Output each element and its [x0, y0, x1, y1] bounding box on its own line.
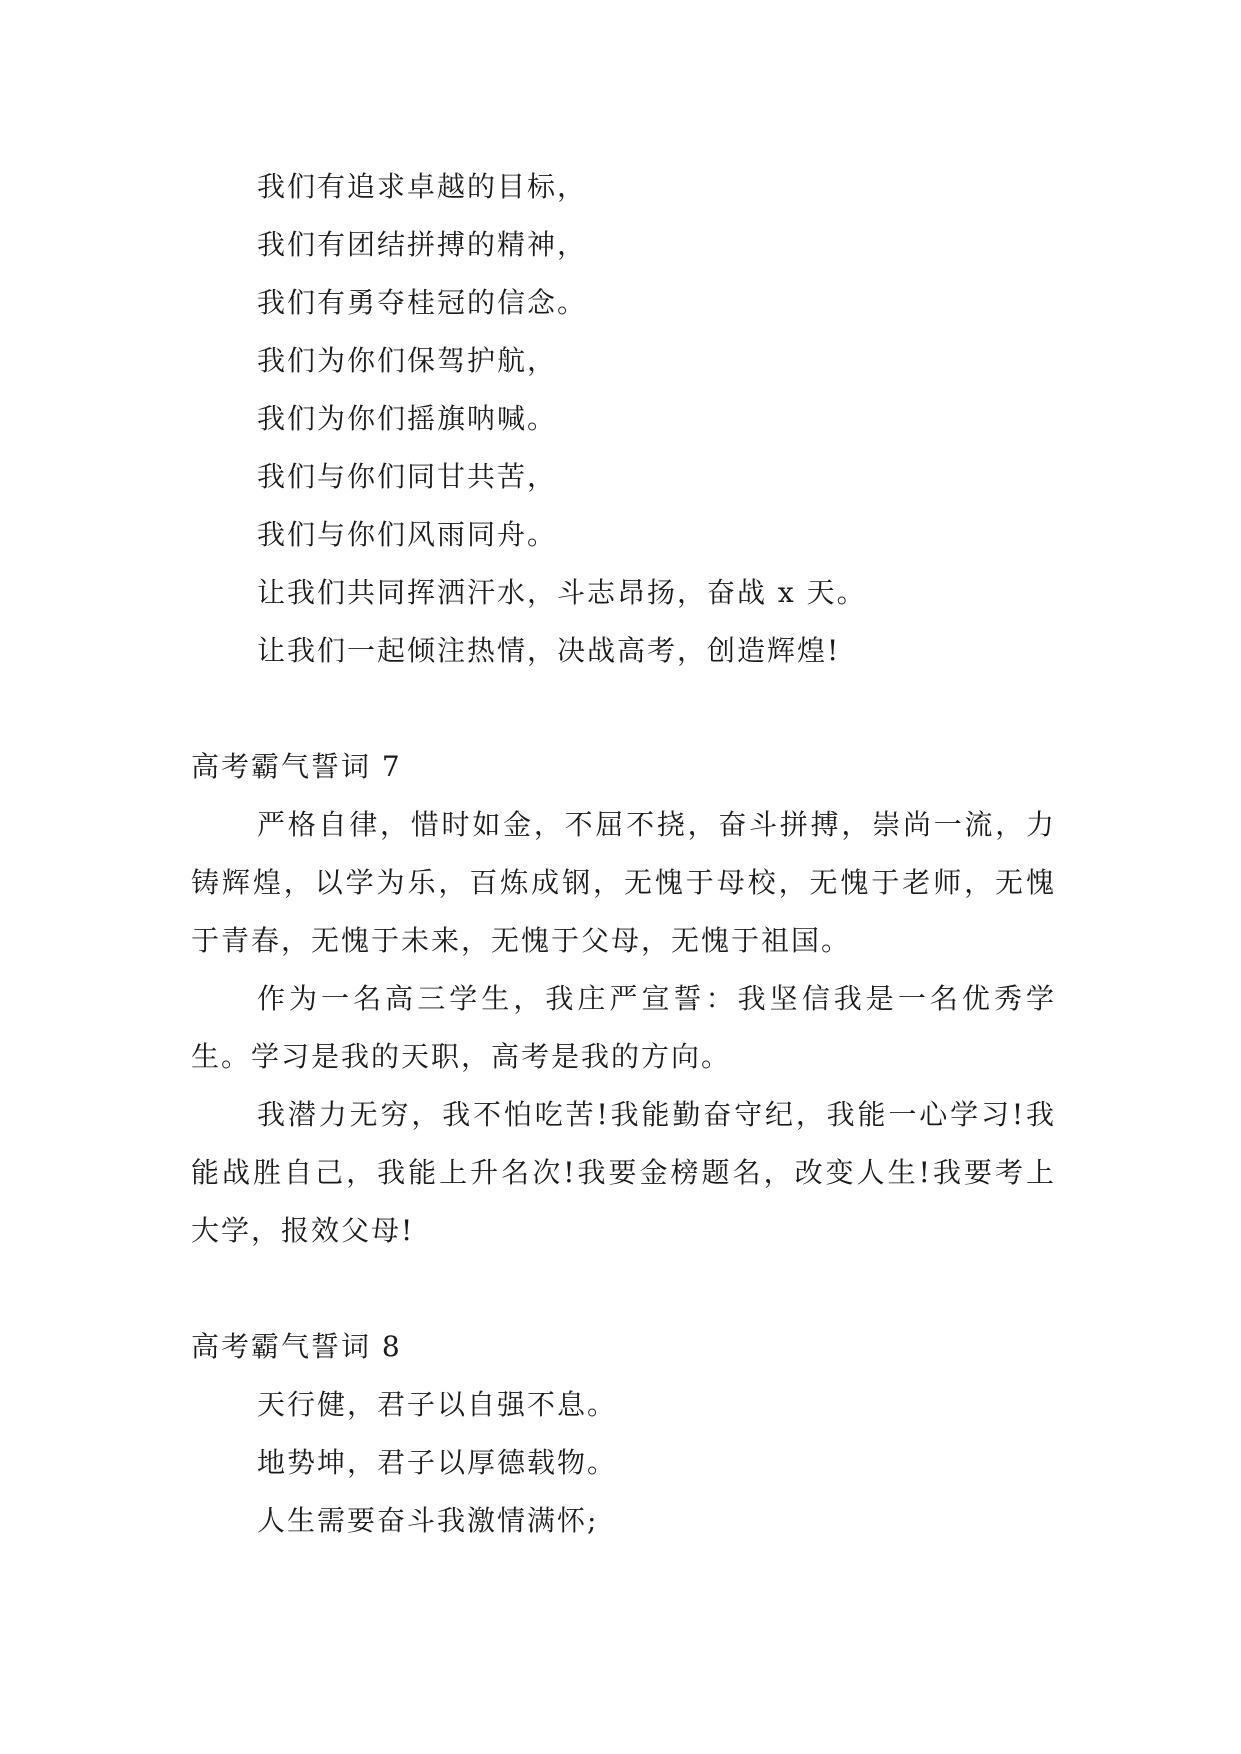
section-8-heading: 高考霸气誓词 8: [191, 1330, 402, 1363]
poem-line: 我们与你们同甘共苦，: [257, 460, 558, 493]
poem-line: 我们有团结拼搏的精神，: [257, 228, 588, 261]
poem-line: 让我们共同挥洒汗水，斗志昂扬，奋战 x 天。: [257, 576, 867, 609]
document-content: [191, 158, 1056, 1550]
poem-line: 我们有勇夺桂冠的信念。: [257, 286, 588, 319]
poem-line: 我们为你们摇旗呐喊。: [257, 402, 558, 435]
poem-line: 我们与你们风雨同舟。: [257, 518, 558, 551]
section-7-heading: 高考霸气誓词 7: [191, 750, 402, 783]
poem-block: [191, 158, 1056, 680]
section-8-line: 地势坤，君子以厚德载物。: [257, 1446, 618, 1479]
section-8-line: 人生需要奋斗我激情满怀;: [257, 1504, 599, 1537]
poem-line: 让我们一起倾注热情，决战高考，创造辉煌!: [257, 634, 841, 667]
section-8-line: 天行健，君子以自强不息。: [257, 1388, 618, 1421]
section-7-paragraph-3: 我潜力无穷，我不怕吃苦!我能勤奋守纪，我能一心学习!我能战胜自己，我能上升名次!我要金榜题名，改变人生!我要考上大学，报效父母!: [191, 1098, 1056, 1247]
poem-line: 我们为你们保驾护航，: [257, 344, 558, 377]
section-7-paragraph-1: 严格自律，惜时如金，不屈不挠，奋斗拼搏，崇尚一流，力铸辉煌，以学为乐，百炼成钢，无愧于母校，无愧于老师，无愧于青春，无愧于未来，无愧于父母，无愧于祖国。: [191, 808, 1056, 957]
poem-line: 我们有追求卓越的目标，: [257, 170, 588, 203]
section-7-paragraph-2: 作为一名高三学生，我庄严宣誓：我坚信我是一名优秀学生。学习是我的天职，高考是我的方向。: [191, 982, 1056, 1073]
